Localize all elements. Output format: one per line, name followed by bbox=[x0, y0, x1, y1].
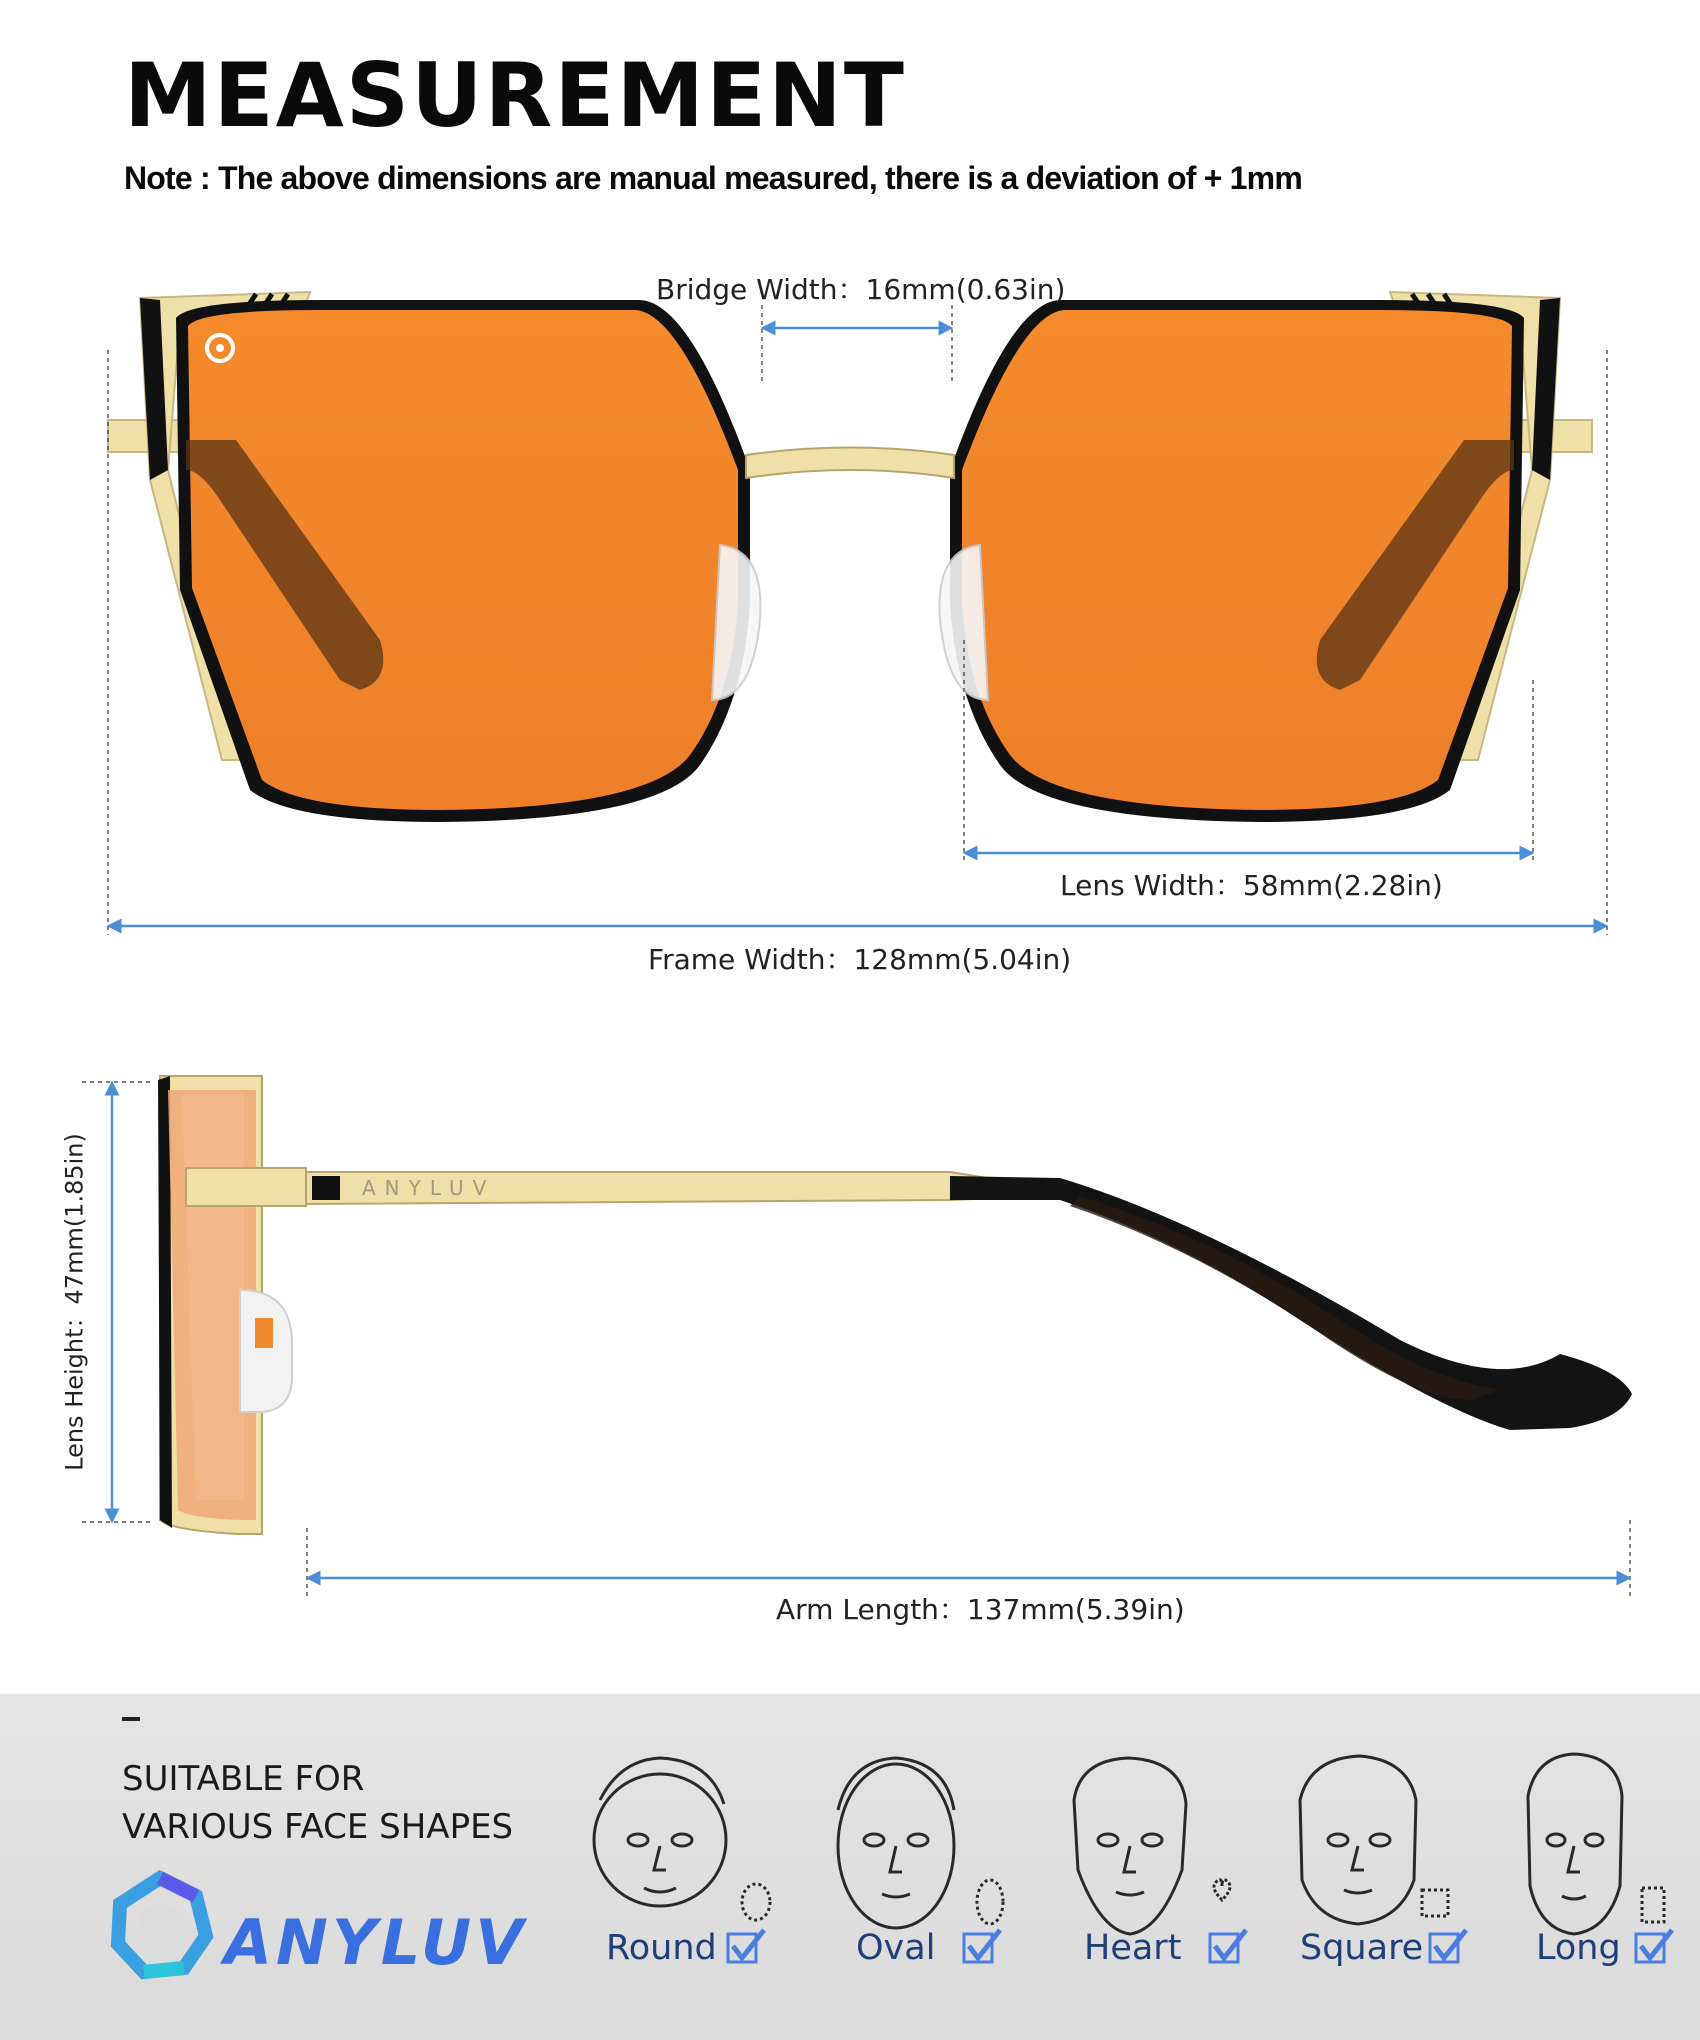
temple-engraving: ANYLUV bbox=[362, 1176, 496, 1200]
bridge-width-dimension bbox=[762, 305, 952, 385]
lens-height-label: Lens Height：47mm(1.85in) bbox=[60, 1133, 89, 1471]
face-label-heart: Heart bbox=[1084, 1928, 1182, 1968]
arm-length-label: Arm Length：137mm(5.39in) bbox=[776, 1593, 1185, 1626]
face-label-square: Square bbox=[1300, 1928, 1424, 1968]
lens-height-dimension bbox=[82, 1082, 150, 1522]
section-dash bbox=[122, 1717, 140, 1721]
bridge-width-label: Bridge Width：16mm(0.63in) bbox=[656, 273, 1066, 306]
measurement-note: Note : The above dimensions are manual measured, there is a deviation of + 1mm bbox=[124, 160, 1302, 196]
suitable-heading-line1: SUITABLE FOR bbox=[122, 1759, 365, 1799]
lens-width-label: Lens Width：58mm(2.28in) bbox=[1060, 869, 1443, 902]
face-label-oval: Oval bbox=[856, 1928, 936, 1968]
brand-name: ANYLUV bbox=[224, 1906, 528, 1979]
frame-width-label: Frame Width：128mm(5.04in) bbox=[648, 943, 1072, 976]
side-view-glasses bbox=[158, 1076, 1632, 1534]
front-view-glasses bbox=[108, 292, 1592, 822]
suitable-heading-line2: VARIOUS FACE SHAPES bbox=[122, 1807, 514, 1847]
suitability-panel bbox=[0, 1694, 1700, 2040]
face-label-long: Long bbox=[1536, 1928, 1621, 1968]
page-title: MEASUREMENT bbox=[124, 44, 906, 147]
face-label-round: Round bbox=[606, 1928, 717, 1968]
